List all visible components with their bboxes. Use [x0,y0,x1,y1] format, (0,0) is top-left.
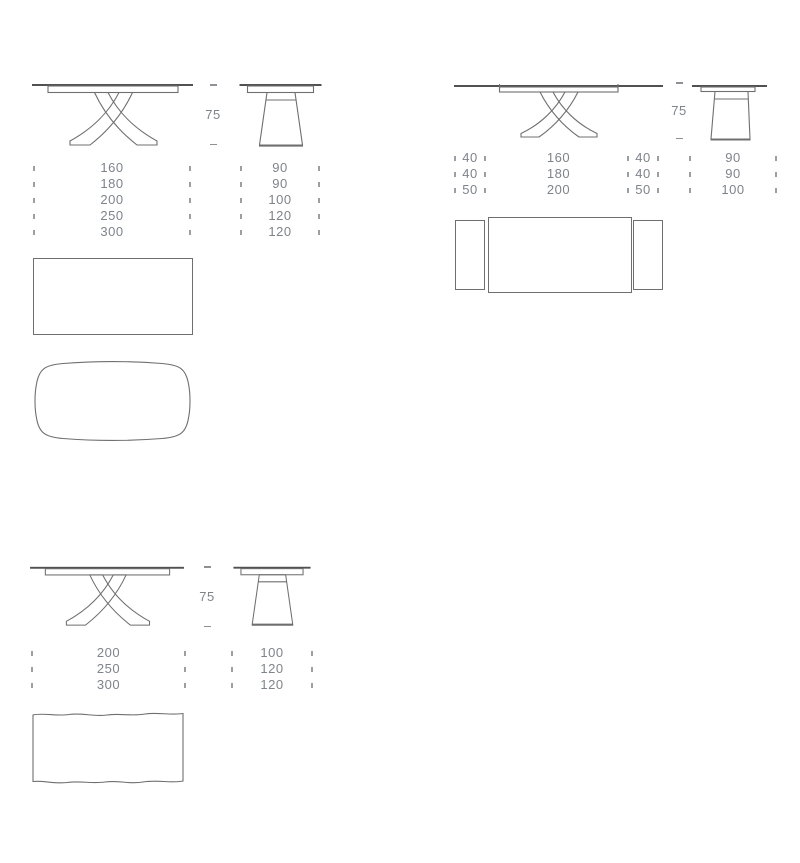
tick-dash-right [484,156,486,161]
tick-dash-right [484,172,486,177]
tick-dash-right [318,214,320,219]
extension-leaf-right [633,220,663,290]
dimension-row [240,176,320,192]
tick-dash-right [318,230,320,235]
tick-dash-right [657,172,659,177]
width-options-c [31,645,186,693]
table-front-view-c [28,563,186,628]
tabletop-frame [701,87,755,92]
tick-dash-right [318,182,320,187]
tick-dash-right [311,667,313,672]
dimension-row [689,150,777,166]
tick-dash-right [657,156,659,161]
tick-dash-right [184,683,186,688]
tick-dash-right [318,166,320,171]
tick-dash-right [189,198,191,203]
table-side-view-c [232,563,312,627]
extension-left-options-b [454,150,486,198]
width-value: 180 [546,166,571,181]
tick-dash-right [775,156,777,161]
width-value: 250 [96,661,121,676]
depth-value: 120 [260,661,284,676]
height-tick-bottom [204,626,211,628]
dimension-row [627,182,659,198]
dimension-row [240,224,320,240]
tabletop-frame [45,569,169,575]
dimension-row [31,677,186,693]
tabletop-frame [500,87,619,92]
tick-dash-right [189,230,191,235]
height-dimension-c [194,566,220,627]
dimension-row [33,176,191,192]
tick-dash-right [184,651,186,656]
tabletop-frame [241,569,303,575]
depth-options-b [689,150,777,198]
tabletop-center-section [488,217,632,293]
height-tick-top [676,82,683,84]
depth-options-a [240,160,320,240]
dimension-row [231,677,313,693]
table-front-view-a [30,80,195,148]
dimension-row [240,160,320,176]
dimension-row [454,150,486,166]
dimension-row [33,208,191,224]
dimension-row [689,166,777,182]
table-side-view-b [691,81,769,141]
height-dimension-b [666,82,692,139]
extension-value: 40 [462,166,478,181]
height-tick-top [204,566,211,568]
depth-value: 120 [268,208,292,223]
dimension-row [490,166,627,182]
tick-dash-right [484,188,486,193]
extension-value: 40 [635,166,651,181]
dimension-row [31,661,186,677]
height-tick-bottom [676,138,683,140]
tick-dash-right [775,188,777,193]
table-front-view-extended-b [453,81,665,141]
tick-dash-right [184,667,186,672]
height-dimension-a [200,84,226,145]
dimension-row [231,661,313,677]
tick-dash-right [775,172,777,177]
extension-right-options-b [627,150,659,198]
depth-value: 100 [721,182,745,197]
extension-leaf-left [455,220,485,290]
depth-value: 120 [268,224,292,239]
width-value: 300 [100,224,124,239]
tick-dash-right [189,166,191,171]
tick-dash-right [189,182,191,187]
tick-dash-right [657,188,659,193]
height-value: 75 [199,589,215,604]
extension-value: 50 [635,182,651,197]
extension-value: 40 [462,150,478,165]
tabletop-rectangular-top-view [33,258,193,335]
tabletop-barrel-top-view [33,360,192,442]
width-value: 250 [100,208,124,223]
x-leg-left [70,93,133,146]
x-leg-right [90,575,150,625]
dimension-row [240,208,320,224]
dimension-row [33,224,191,240]
width-options-a [33,160,191,240]
width-value: 180 [100,176,124,191]
depth-value: 90 [725,150,741,165]
width-value: 300 [96,677,121,692]
tick-dash-right [311,683,313,688]
tick-dash-right [311,651,313,656]
barrel-outline [35,362,190,441]
depth-value: 90 [272,176,288,191]
table-side-view-a [238,80,323,148]
extension-value: 50 [462,182,478,197]
width-value: 160 [100,160,124,175]
tabletop-extended-top-view [455,217,663,293]
depth-value: 90 [272,160,288,175]
tick-dash-right [189,214,191,219]
height-value: 75 [671,103,687,118]
dimension-row [231,645,313,661]
depth-value: 100 [268,192,292,207]
dimension-row [240,192,320,208]
dimension-row [454,182,486,198]
dimension-row [490,182,627,198]
width-value: 200 [96,645,121,660]
width-value: 200 [546,182,571,197]
dimension-row [490,150,627,166]
width-value: 200 [100,192,124,207]
height-tick-top [210,84,217,86]
tabletop-live-edge-top-view [31,710,185,786]
dimension-row [33,192,191,208]
tabletop-frame [248,86,314,93]
dimension-row [627,150,659,166]
live-edge-outline [33,713,183,783]
dimension-row [454,166,486,182]
dimension-row [627,166,659,182]
height-tick-bottom [210,144,217,146]
tick-dash-right [318,198,320,203]
depth-value: 90 [725,166,741,181]
width-value: 160 [546,150,571,165]
dimension-row [31,645,186,661]
x-leg-left [66,575,126,625]
depth-options-c [231,645,313,693]
extension-value: 40 [635,150,651,165]
tabletop-frame [48,86,178,93]
width-options-b [490,150,627,198]
dimension-row [689,182,777,198]
dimension-row [33,160,191,176]
x-leg-right [95,93,158,146]
depth-value: 120 [260,677,284,692]
depth-value: 100 [260,645,284,660]
height-value: 75 [205,107,221,122]
